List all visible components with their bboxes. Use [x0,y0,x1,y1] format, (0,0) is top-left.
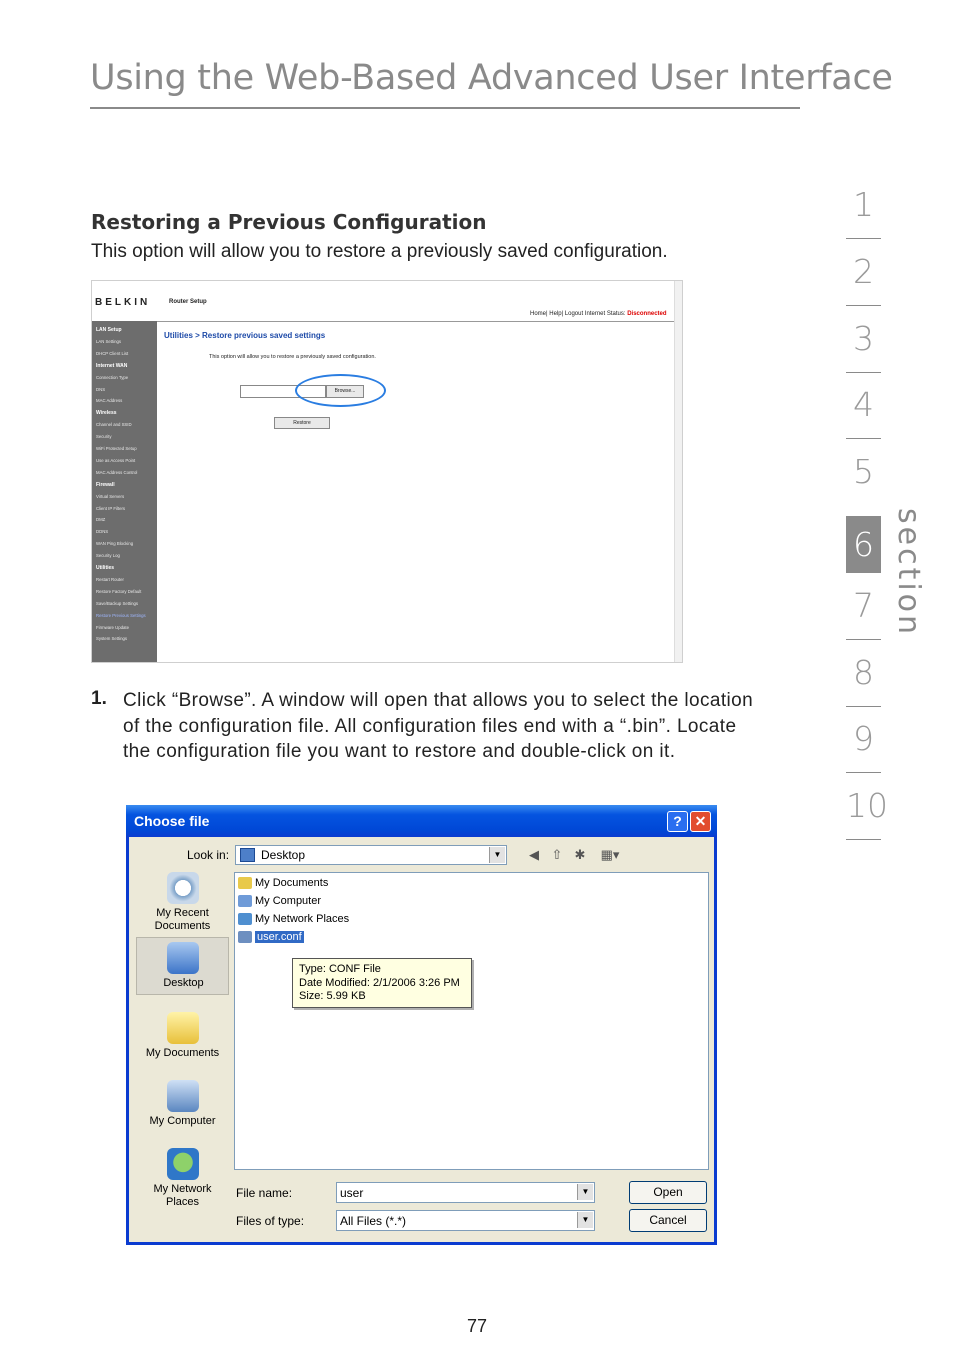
place-my-computer[interactable] [136,1080,229,1128]
router-description: This option will allow you to restore a previously saved configuration. [209,354,376,360]
file-name: user.conf [257,931,302,943]
cancel-button[interactable]: Cancel [629,1209,707,1232]
file-name: My Computer [255,895,322,907]
up-folder-icon[interactable]: ⇧ [551,847,563,862]
page-title: Using the Web-Based Advanced User Interface [90,58,893,98]
section-divider [846,238,881,239]
router-sidebar-heading: Wireless [96,410,117,417]
close-button[interactable]: ✕ [690,811,711,832]
section-heading: Restoring a Previous Configuration [91,210,487,234]
file-type-value: All Files (*.*) [340,1214,407,1228]
section-number-2[interactable]: 2 [853,251,874,291]
router-screenshot [91,280,683,663]
file-tooltip [292,958,472,1008]
file-name: My Network Places [255,913,350,925]
tooltip-modified: Date Modified: 2/1/2006 3:26 PM [299,976,460,989]
back-icon[interactable]: ◀ [529,847,539,862]
router-sidebar-item[interactable]: DNS [96,386,106,392]
router-setup-label: Router Setup [169,299,207,305]
router-sidebar [92,321,157,662]
browse-button[interactable]: Browse... [326,385,364,398]
router-scrollbar[interactable] [674,281,683,662]
file-item[interactable] [238,930,304,945]
place-label: My Documents [145,1047,220,1059]
tooltip-type: Type: CONF File [299,963,381,975]
desktop-icon [167,942,199,974]
title-rule [90,107,800,109]
router-sidebar-item[interactable]: Security Log [96,553,120,559]
my-documents-icon [167,1012,199,1044]
place-desktop[interactable] [136,937,229,995]
router-divider [157,321,674,322]
step-text: Click “Browse”. A window will open that allows you to select the location of the configuration file. All configuration files end with a “.bin”. Locate the configuration file you want to restore and double-click on it. [123,690,754,762]
router-sidebar-item[interactable]: Save/Backup Settings [96,600,139,606]
router-sidebar-heading: Internet WAN [96,362,128,369]
chevron-down-icon[interactable]: ▼ [577,1212,593,1228]
file-type-select[interactable] [336,1210,595,1231]
router-sidebar-item[interactable]: Channel and SSID [96,422,132,428]
network-places-icon [238,913,252,925]
section-number-6[interactable]: 6 [846,516,881,573]
router-sidebar-heading: Utilities [96,565,115,571]
page-number: 77 [466,1316,488,1336]
section-number-1[interactable]: 1 [853,185,874,224]
file-name-input[interactable] [336,1182,595,1203]
view-menu-icon[interactable]: ▦▾ [600,847,620,862]
router-sidebar-item[interactable]: Restore Factory Default [96,588,142,594]
open-button[interactable]: Open [629,1181,707,1204]
file-list[interactable] [234,872,709,1170]
router-sidebar-item[interactable]: MAC Address [96,398,123,404]
places-bar [136,872,229,1212]
dialog-titlebar[interactable] [126,805,717,837]
file-name: My Documents [255,877,329,889]
tooltip-size: Size: 5.99 KB [299,990,366,1002]
section-divider [846,305,881,306]
section-number-4[interactable]: 4 [853,385,874,425]
section-number-7[interactable]: 7 [853,585,874,625]
router-sidebar-item[interactable]: DHCP Client List [96,350,129,356]
file-name-label: File name: [236,1186,293,1200]
place-my-documents[interactable] [136,1012,229,1060]
section-number-10[interactable]: 10 [846,786,888,826]
section-divider [846,839,881,840]
network-places-icon [167,1148,199,1180]
recent-documents-icon [167,872,199,904]
place-my-network-places[interactable] [136,1148,229,1209]
dialog-title: Choose file [134,813,210,829]
router-sidebar-item[interactable]: Use as Access Point [96,457,136,463]
router-sidebar-heading: Firewall [96,481,115,488]
section-word: section [891,508,926,638]
file-type-label: Files of type: [236,1214,305,1228]
router-sidebar-item[interactable]: System Settings [96,636,128,642]
file-item[interactable] [238,876,328,891]
router-sidebar-item[interactable]: Security [96,434,112,440]
chevron-down-icon[interactable]: ▼ [489,847,505,863]
choose-file-dialog [126,805,717,1245]
router-sidebar-item[interactable]: WiFi Protected Setup [96,446,137,451]
new-folder-icon[interactable]: ✱ [574,847,586,862]
router-sidebar-item[interactable]: Restore Previous Settings [96,612,146,618]
highlight-circle [295,374,386,407]
restore-button[interactable]: Restore [274,417,330,429]
router-sidebar-item[interactable]: Restart Router [96,576,124,582]
belkin-logo: BELKIN [95,297,151,308]
step-number: 1. [91,688,107,709]
section-divider [846,772,881,773]
file-item[interactable] [238,912,349,927]
router-sidebar-item[interactable]: Connection Type [96,374,129,380]
my-documents-icon [238,877,252,889]
file-item[interactable] [238,894,321,909]
section-number-5[interactable]: 5 [853,452,874,492]
section-number-9[interactable]: 9 [853,719,874,759]
section-divider [846,372,881,373]
place-label: Desktop [163,977,204,989]
router-sidebar-item[interactable]: LAN Settings [96,338,122,344]
router-sidebar-item[interactable]: Client IP Filters [96,505,126,511]
place-label: My Recent Documents [154,907,211,932]
my-computer-icon [167,1080,199,1112]
help-button[interactable]: ? [667,811,688,832]
router-links-text[interactable]: Home| Help| Logout Internet Status: [530,311,626,317]
desktop-icon [240,848,255,862]
file-name-value: user [340,1186,364,1200]
section-divider [846,438,881,439]
router-sidebar-item[interactable]: MAC Address Control [96,469,138,475]
look-in-dropdown[interactable] [235,845,507,865]
section-intro: This option will allow you to restore a previously saved configuration. [91,241,668,262]
section-number-8[interactable]: 8 [853,652,874,692]
router-breadcrumb: Utilities > Restore previous saved settings [164,331,326,340]
router-sidebar-item[interactable]: DMZ [96,517,106,523]
chevron-down-icon[interactable]: ▼ [577,1184,593,1200]
section-divider [846,706,881,707]
look-in-value: Desktop [261,848,306,862]
router-sidebar-item[interactable]: Virtual Servers [96,493,125,499]
look-in-label: Look in: [187,848,230,862]
router-top-links[interactable] [530,311,667,317]
internet-status: Disconnected [627,311,667,317]
place-label: My Network Places [153,1183,212,1208]
my-computer-icon [238,895,252,907]
place-label: My Computer [149,1115,216,1127]
place-my-recent-documents[interactable] [136,872,229,933]
section-number-3[interactable]: 3 [853,318,874,358]
router-sidebar-heading: LAN Setup [96,327,122,333]
section-divider [846,639,881,640]
router-topbar [92,281,674,321]
router-sidebar-item[interactable]: WAN Ping Blocking [96,541,134,547]
router-sidebar-item[interactable]: DDNS [96,529,109,535]
conf-file-icon [238,931,252,943]
router-sidebar-item[interactable]: Firmware Update [96,624,129,630]
